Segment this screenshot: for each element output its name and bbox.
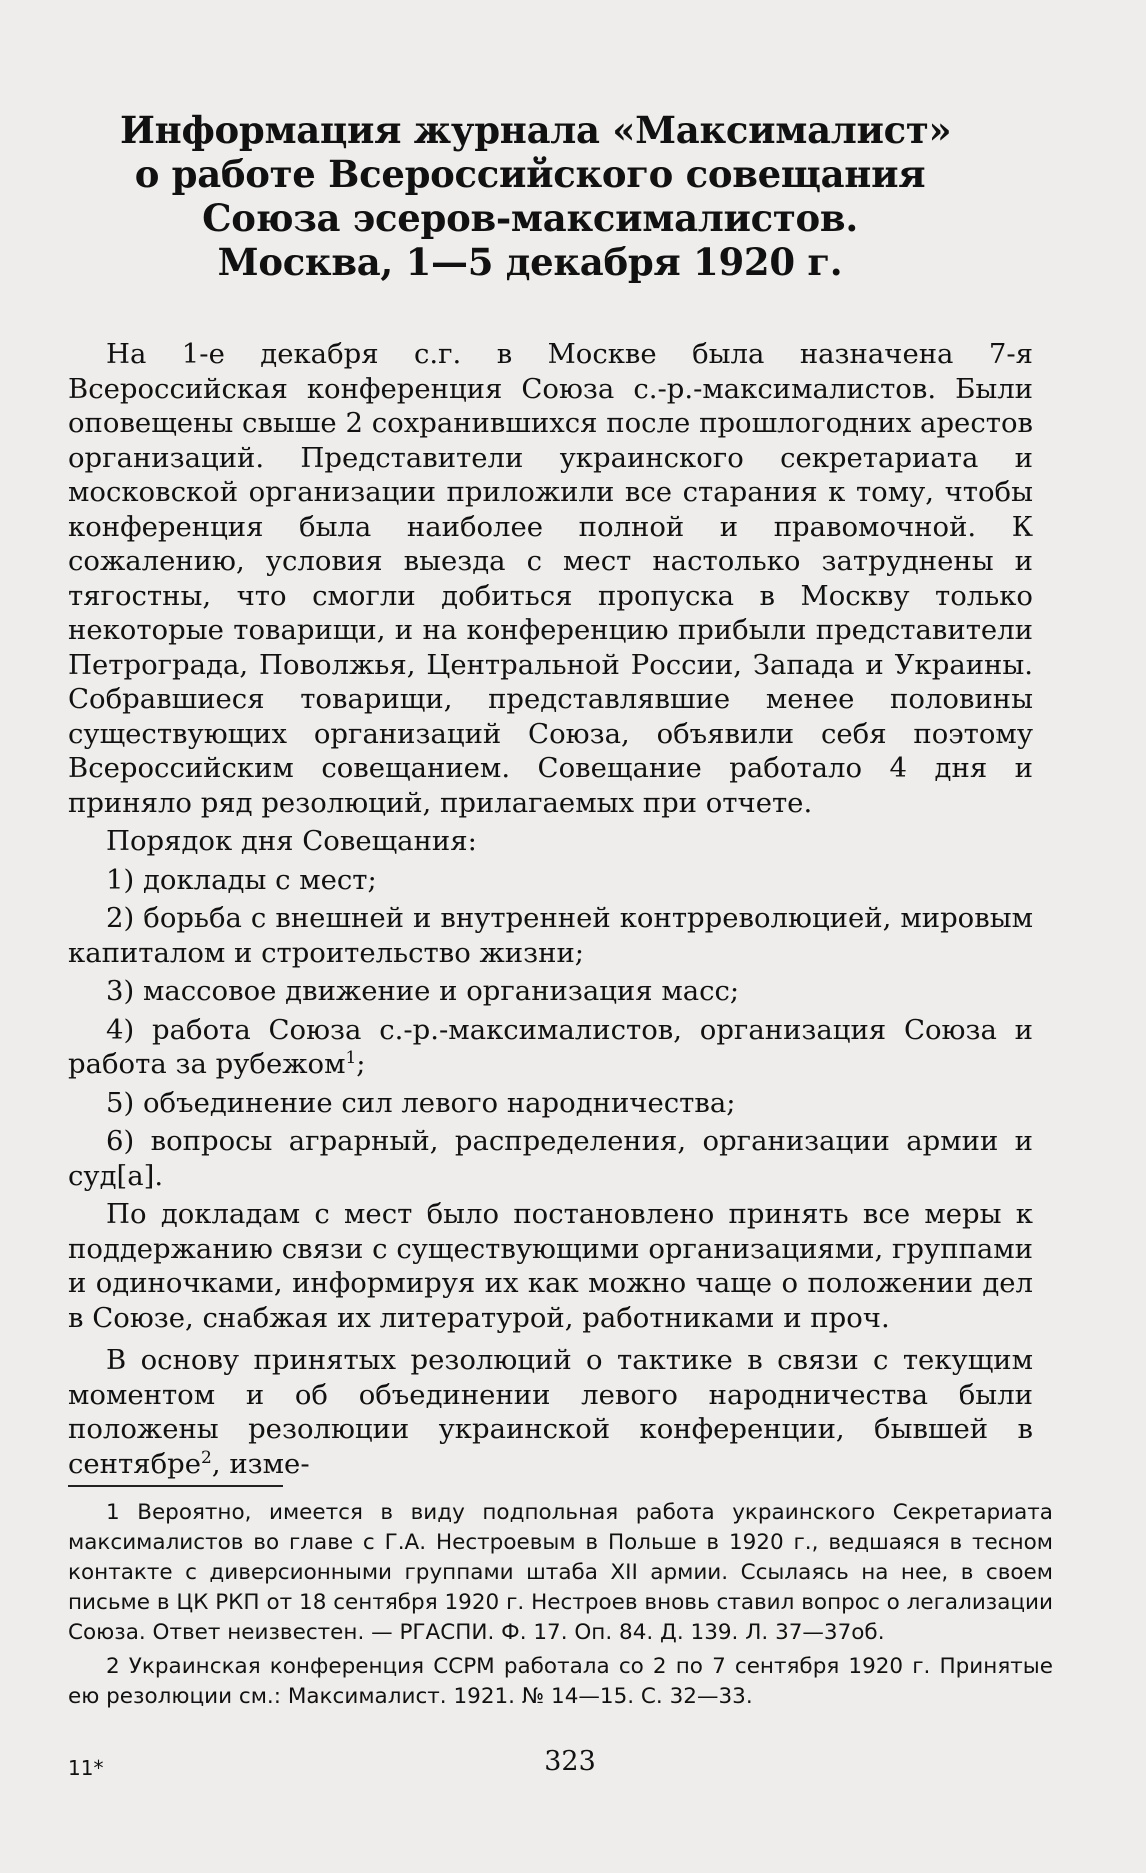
title-line-1: Информация журнала «Максималист» bbox=[120, 108, 952, 152]
agenda-item-4-text: 4) работа Союза с.-р.-максималистов, организация Союза и работа за рубежом bbox=[68, 1013, 1033, 1080]
title-line-2: о работе Всероссийского совещания bbox=[134, 152, 926, 196]
paragraph-resolutions-end: , изме- bbox=[211, 1447, 310, 1480]
paragraph-resolutions-text: В основу принятых резолюций о тактике в связи с текущим моментом и об объединении левого народничества были положены резолюции украинской конференции, бывшей в сентябре bbox=[68, 1344, 1033, 1480]
agenda-item-4-end: ; bbox=[356, 1048, 366, 1080]
agenda-item-2: 2) борьба с внешней и внутренней контрреволюцией, мировым капиталом и строительство жизни; bbox=[68, 902, 1033, 969]
printer-signature: 11* bbox=[68, 1756, 104, 1780]
paragraph-reports: По докладам с мест было постановлено принять все меры к поддержанию связи с существующими организациями, группами и одиночками, информируя их как можно чаще о положении дел в Союзе, снабжая их литературой, работниками и проч. bbox=[68, 1198, 1033, 1334]
paragraph-resolutions bbox=[68, 1343, 1033, 1481]
agenda-item-4 bbox=[68, 1013, 1033, 1082]
footnote-ref-1[interactable]: 1 bbox=[345, 1047, 357, 1068]
agenda-item-3: 3) массовое движение и организация масс; bbox=[106, 975, 740, 1007]
agenda-item-5: 5) объединение сил левого народничества; bbox=[106, 1086, 736, 1119]
page-number: 323 bbox=[544, 1746, 596, 1777]
main-text bbox=[68, 337, 1033, 1489]
footnote-divider bbox=[68, 1485, 283, 1487]
title-line-4: Москва, 1—5 декабря 1920 г. bbox=[217, 240, 843, 284]
footnote-1: 1 Вероятно, имеется в виду подпольная работа украинского Секретариата максималистов во главе с Г.А. Нестроевым в Польше в 1920 г., ведшаяся в тесном контакте с диверсионными группами штаба XII армии. Ссылаясь на нее, в своем письме в ЦК РКП от 18 сентября 1920 г. Нестроев вновь ставил вопрос о легализации Союза. Ответ неизвестен. — РГАСПИ. Ф. 17. Оп. 84. Д. 139. Л. 37—37об. bbox=[68, 1500, 1053, 1645]
title-line-3: Союза эсеров-максималистов. bbox=[202, 196, 858, 240]
agenda-heading: Порядок дня Совещания: bbox=[106, 825, 477, 857]
agenda-item-6: 6) вопросы аграрный, распределения, организации армии и суд[а]. bbox=[68, 1125, 1033, 1192]
document-title bbox=[120, 108, 952, 284]
agenda-item-1: 1) доклады с мест; bbox=[106, 863, 377, 896]
paragraph-intro: На 1-е декабря с.г. в Москве была назначена 7-я Всероссийская конференция Союза с.-р.-максималистов. Были оповещены свыше 2 сохранившихся после прошлогодних арестов организаций. Представители украинского секретариата и московской организации приложили все старания к тому, чтобы конференция была наиболее полной и правомочной. К сожалению, условия выезда с мест настолько затруднены и тягостны, что смогли добиться пропуска в Москву только некоторые товарищи, и на конференцию прибыли представители Петрограда, Поволжья, Центральной России, Запада и Украины. Собравшиеся товарищи, представлявшие менее половины существующих организаций Союза, объявили себя поэтому Всероссийским совещанием. Совещание работало 4 дня и приняло ряд резолюций, прилагаемых при отчете. bbox=[68, 338, 1033, 819]
footnote-2: 2 Украинская конференция ССРМ работала со 2 по 7 сентября 1920 г. Принятые ею резолюции см.: Максималист. 1921. № 14—15. С. 32—33. bbox=[68, 1654, 1053, 1709]
footnote-ref-2[interactable]: 2 bbox=[201, 1447, 212, 1468]
footnotes bbox=[68, 1498, 1053, 1716]
